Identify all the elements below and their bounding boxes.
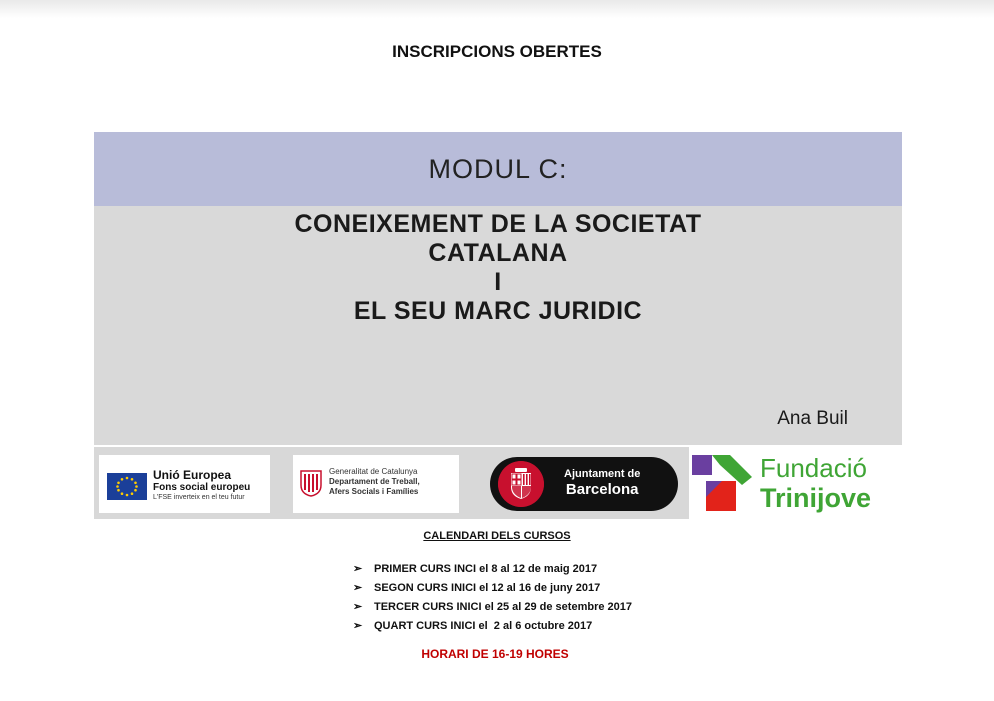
slide-title-line: CATALANA <box>428 239 568 267</box>
barcelona-logo-line: Barcelona <box>565 481 639 498</box>
course-date-text: QUART CURS INICI el 2 al 6 octubre 2017 <box>374 619 593 632</box>
slide-module-band <box>94 132 902 206</box>
eu-logo-line: Fons social europeu <box>153 482 251 493</box>
arrow-bullet-icon: ➢ <box>353 582 363 594</box>
generalitat-emblem-icon <box>299 469 323 497</box>
course-date-text: TERCER CURS INICI el 25 al 29 de setembre 2017 <box>374 600 632 613</box>
trinijove-logo-line: Trinijove <box>760 483 872 513</box>
slide-title-line: EL SEU MARC JURIDIC <box>353 297 643 325</box>
slide-author: Ana Buil <box>777 408 848 429</box>
course-list <box>353 559 632 635</box>
page-heading: INSCRIPCIONS OBERTES <box>392 42 602 61</box>
slide-title-line: I <box>494 268 502 296</box>
eu-logo-line: L'FSE inverteix en el teu futur <box>153 494 245 501</box>
list-item <box>353 597 632 616</box>
barcelona-logo-text <box>564 467 640 499</box>
generalitat-logo-line: Departament de Treball, <box>329 477 420 486</box>
barcelona-logo-line: Ajuntament de <box>564 468 641 480</box>
list-item <box>353 616 632 635</box>
arrow-bullet-icon: ➢ <box>353 563 363 575</box>
barcelona-logo-pill <box>490 457 678 511</box>
eu-logo-text <box>153 469 250 502</box>
course-date-text: SEGON CURS INICI el 12 al 16 de juny 2017 <box>374 581 601 594</box>
arrow-bullet-icon: ➢ <box>353 620 363 632</box>
generalitat-logo-text <box>329 467 420 497</box>
barcelona-shield-icon <box>498 461 544 507</box>
trinijove-mark-icon <box>692 453 752 513</box>
slide-title-line: CONEIXEMENT DE LA SOCIETAT <box>294 210 702 238</box>
arrow-bullet-icon: ➢ <box>353 601 363 613</box>
course-date-text: PRIMER CURS INCI el 8 al 12 de maig 2017 <box>374 562 598 575</box>
eu-logo <box>99 455 270 513</box>
generalitat-logo <box>293 455 459 513</box>
page-top-shadow <box>0 0 994 18</box>
generalitat-logo-line: Afers Socials i Famílies <box>329 487 419 496</box>
eu-flag-icon <box>107 473 147 500</box>
trinijove-logo <box>692 451 902 517</box>
schedule-hours: HORARI DE 16-19 HORES <box>421 647 569 661</box>
calendar-title: CALENDARI DELS CURSOS <box>423 530 571 542</box>
generalitat-logo-line: Generalitat de Catalunya <box>329 467 418 476</box>
eu-logo-line: Unió Europea <box>153 468 232 482</box>
trinijove-logo-line: Fundació <box>760 453 867 483</box>
slide-module-label: MODUL C: <box>428 153 568 184</box>
list-item <box>353 559 632 578</box>
course-slide-image <box>94 132 902 445</box>
list-item <box>353 578 632 597</box>
barcelona-logo <box>486 455 682 513</box>
sponsor-logos-strip <box>94 447 902 519</box>
trinijove-logo-text <box>760 453 871 513</box>
slide-title <box>94 210 902 326</box>
